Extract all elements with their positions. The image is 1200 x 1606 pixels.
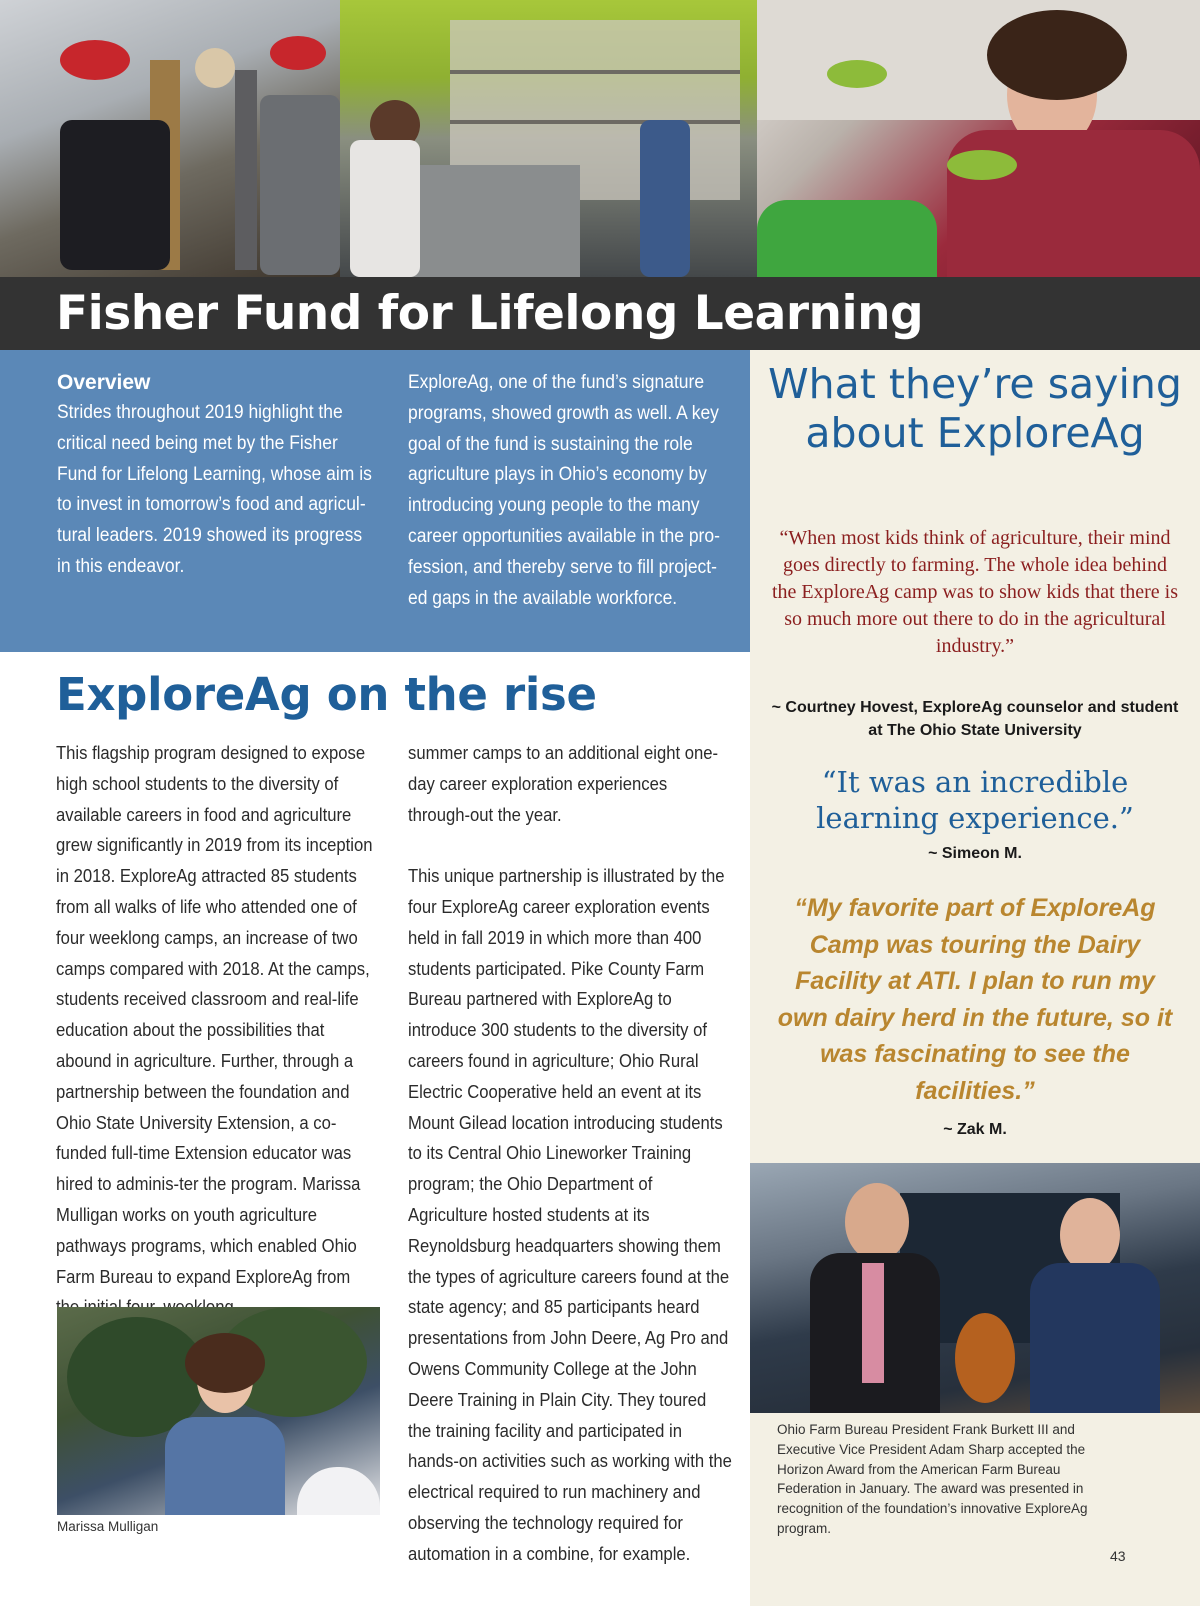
award-photo-caption: Ohio Farm Bureau President Frank Burkett III and Executive Vice President Adam Sharp accepted the Horizon Award from the American Farm Bureau Federation in January. The award was presented in recognition of the foundation’s innovative ExploreAg program. [777, 1422, 1088, 1536]
photo-lineworker-training [0, 0, 340, 277]
quotes-heading: What they’re saying about ExploreAg [768, 360, 1182, 457]
article-paragraph-2: summer camps to an additional eight one-day career exploration experiences through-out the year. [408, 742, 719, 825]
article-paragraph-1: This flagship program designed to expose high school students to the diversity of available careers in food and agriculture grew significantly in 2019 from its inception in 2018. ExploreAg attracted 85 students from all walks of life who attended one of four weeklong camps, an increase of two camps compared with 2018. At the camps, students received classroom and real-life education about the possibilities that abound in agriculture. Further, through a partnership between the foundation and Ohio State University Extension, a co-funded full-time Extension educator was hired to adminis-ter the program. Marissa Mulligan works on youth agriculture pathways programs, which enabled Ohio Farm Bureau to expand ExploreAg from [56, 742, 373, 1287]
quote-1-text: “When most kids think of agriculture, their mind goes directly to farming. The whole idea behind the ExploreAg camp was to show kids that there is so much more out there to do in the agricultural industry.” [771, 527, 1179, 657]
quote-3-text: “My favorite part of ExploreAg Camp was touring the Dairy Facility at ATI. I plan to run my own dairy herd in the future, so it was fascinating to see the facilities.” [777, 894, 1173, 1105]
overview-paragraph-2: ExploreAg, one of the fund’s signature programs, showed growth as well. A key goal of the fund is sustaining the role agriculture plays in Ohio’s economy by introducing young people to the many career opportunities available in the pro-fession, and thereby serve to fill project-ed gaps in the available workforce. [408, 372, 720, 609]
article-column-1 [56, 738, 376, 1323]
article-column-2 [408, 738, 733, 1570]
article-heading: ExploreAg on the rise [56, 668, 597, 721]
marissa-photo-caption: Marissa Mulligan [57, 1519, 159, 1534]
photo-marissa-mulligan [57, 1307, 380, 1515]
title-bar [0, 277, 1200, 350]
overview-section [0, 350, 750, 652]
quote-2-text: “It was an incredible learning experience.” [816, 765, 1134, 835]
overview-paragraph-1: Strides throughout 2019 highlight the critical need being met by the Fisher Fund for Lifelong Learning, whose aim is to invest in tomorrow’s food and agricul-tural leaders. 2019 showed its progress in this endeavor. [57, 402, 372, 577]
overview-column-1 [57, 368, 382, 583]
overview-heading: Overview [57, 371, 151, 394]
quote-2-attribution: ~ Simeon M. [928, 845, 1022, 862]
quote-1-attribution: ~ Courtney Hovest, ExploreAg counselor and student at The Ohio State University [771, 699, 1179, 739]
quotes-sidebar [750, 350, 1200, 1606]
photo-horizon-award [750, 1163, 1200, 1413]
photo-students-with-parakeets [757, 0, 1200, 277]
photo-lab-tour [340, 0, 757, 277]
quote-3-attribution: ~ Zak M. [943, 1121, 1007, 1138]
page-title: Fisher Fund for Lifelong Learning [56, 286, 924, 341]
overview-column-2 [408, 368, 738, 614]
page-number: 43 [1110, 1548, 1126, 1564]
article-paragraph-3: This unique partnership is illustrated by the four ExploreAg career exploration events held in fall 2019 in which more than 400 students participated. Pike County Farm Bureau partnered with ExploreAg to introduce 300 students to the diversity of careers found in agriculture; Ohio Rural Electric Cooperative held an event at its Mount Gilead location introducing students to its Central Ohio Lineworker Training program; the Ohio Department of Agriculture hosted students at its Reynoldsburg headquarters showing them the types of agriculture careers found at the state agency; and 85 participants heard presentations from John Deere, Ag Pro and Owens Community College at the John Deere Training in Plain City. They toured the training facility and participated in hands-on activities such as working with the electrical required to run machinery and observing the technology required for automation in a combine, for example. [408, 865, 732, 1564]
